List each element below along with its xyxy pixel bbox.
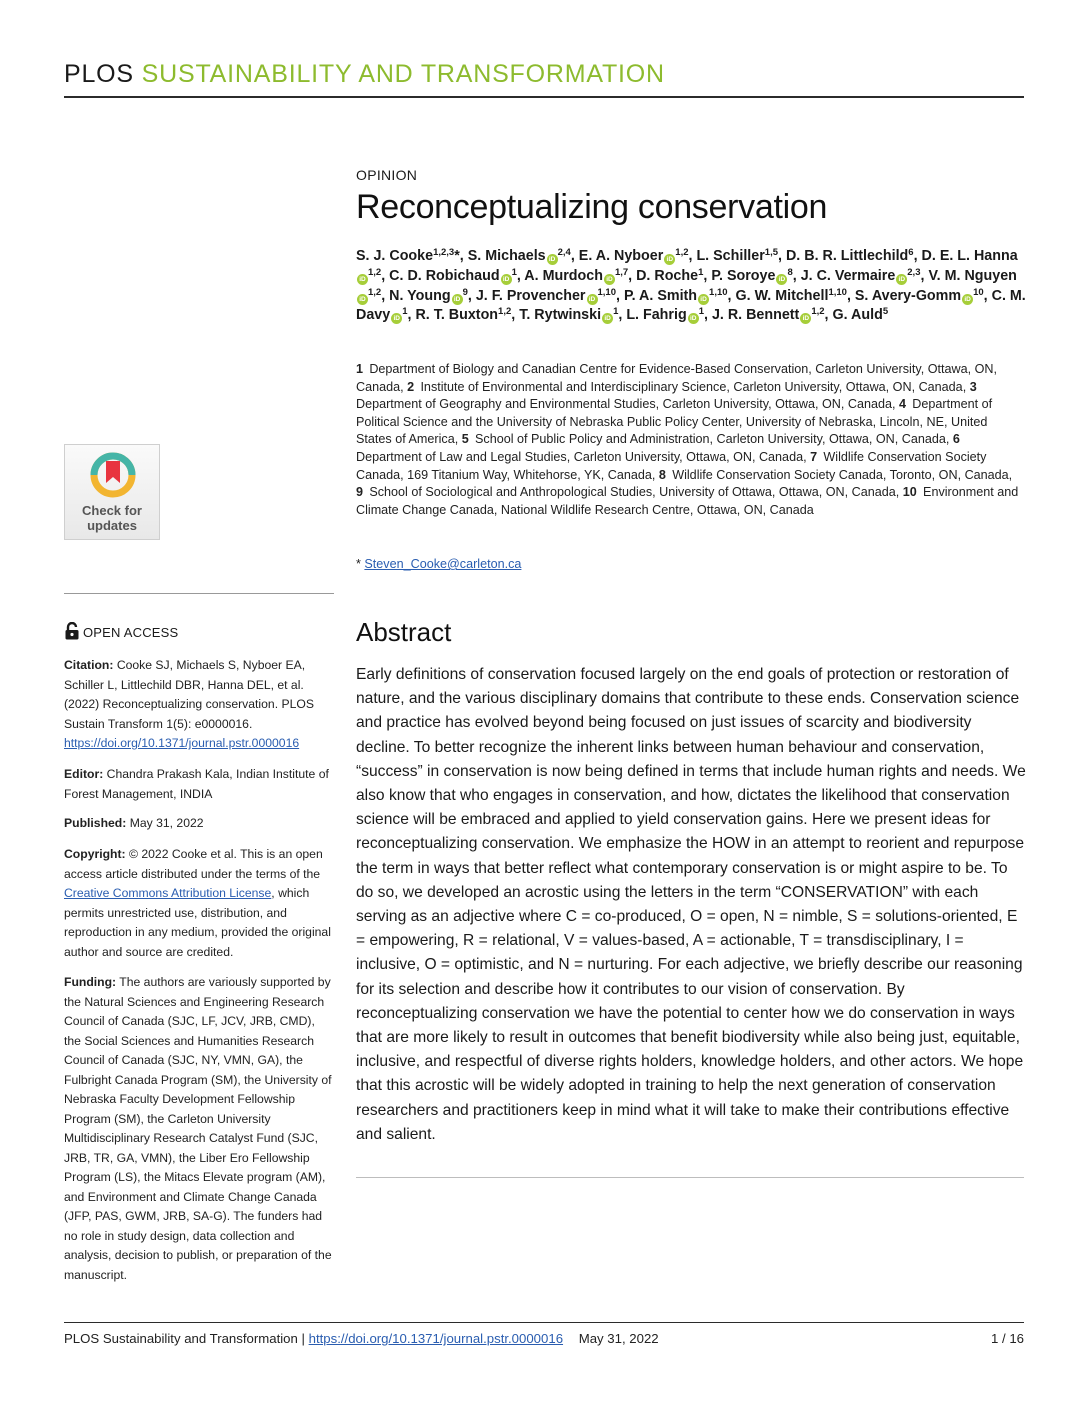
orcid-icon[interactable]: iD (357, 294, 368, 305)
author-affiliation-ref: 2,3 (907, 266, 921, 278)
article-title: Reconceptualizing conservation (356, 188, 828, 226)
journal-name: SUSTAINABILITY AND TRANSFORMATION (141, 60, 665, 88)
orcid-icon[interactable]: iD (604, 274, 615, 285)
affiliation-text: Department of Geography and Environmental Studies, Carleton University, Ottawa, ON, Canada, (356, 379, 983, 412)
orcid-icon[interactable]: iD (698, 294, 709, 305)
funding-block (64, 973, 334, 1285)
editor-text: Chandra Prakash Kala, Indian Institute of Forest Management, INDIA (64, 767, 329, 801)
author (711, 268, 792, 284)
author-name: G. W. Mitchell (735, 287, 829, 304)
author (389, 288, 468, 304)
author-name: C. D. Robichaud (389, 267, 500, 284)
open-lock-icon (64, 622, 80, 640)
citation-block (64, 656, 334, 754)
abstract-text: Early definitions of conservation focused largely on the end goals of protection or restoration of nature, and the various disciplinary domains that contribute to these ends. Conservation science and practice has evolved beyond being focused on just issues of scarcity and biodiversity decline. To better recognize the inherent links between human behaviour and conservation, “success” in conservation is now being defined in terms that include human rights and needs. We also know that who engages in conservation, and how, dictates the likelihood that conservation science will be embraced and applied to yield conservation gains. Here we present ideas for reconceptualizing conservation. We emphasize the HOW in an attempt to reorient and repurpose the term in ways that better reflect what contemporary conservation is or might aspire to be. To do so, we developed an acrostic using the letters in the term “CONSERVATION” with each serving as an adjective where C = co-produced, O = open, N = nimble, S = solutions-oriented, E = empowering, R = relational, V = values-based, A = actionable, T = transdisciplinary, I = inclusive, O = optimistic, and N = nurturing. For each adjective, we briefly describe our reasoning for its selection and describe how it contributes to our vision of conservation. By reconceptualizing conservation we have the potential to center how we do conservation in ways that are more likely to result in outcomes that benefit biodiversity while also being just, equitable, inclusive, and respectful of diverse rights holders, knowledge holders, and other actors. We hope that this acrostic will be widely adopted in training to help the next generation of conservation researchers and practitioners keep in mind what it will take to make their contributions effective and salient. (356, 666, 1026, 1143)
orcid-icon[interactable]: iD (587, 294, 598, 305)
author-affiliation-ref: 1,10 (597, 286, 616, 298)
orcid-icon[interactable]: iD (664, 254, 675, 265)
journal-header (64, 60, 1024, 89)
orcid-icon[interactable]: iD (776, 274, 787, 285)
correspondence-email-link[interactable]: Steven_Cooke@carleton.ca (364, 557, 522, 571)
affiliation-number: 5 (461, 432, 469, 447)
affiliation-number: 1 (356, 362, 364, 376)
author-affiliation-ref: 8 (787, 266, 793, 278)
page-footer (64, 1331, 1024, 1346)
affiliation-number: 9 (356, 485, 364, 500)
published-date: May 31, 2022 (129, 816, 204, 830)
correspondence (356, 557, 521, 571)
author (468, 248, 571, 264)
affiliations (356, 361, 1026, 519)
author-affiliation-ref: 9 (462, 286, 468, 298)
author (712, 307, 825, 323)
author-affiliation-ref: 1,5 (764, 247, 779, 258)
author-name: G. Auld (832, 307, 883, 324)
footer-journal: PLOS Sustainability and Transformation | (64, 1331, 305, 1346)
author-name: J. C. Vermaire (800, 267, 896, 284)
orcid-icon[interactable]: iD (501, 274, 512, 285)
author (801, 268, 921, 284)
author (855, 288, 984, 304)
author-affiliation-ref: 1,2 (811, 306, 825, 318)
author (519, 307, 618, 323)
author-name: P. A. Smith (623, 287, 698, 304)
author (524, 268, 628, 284)
copyright-text: © 2022 Cooke et al. This is an open access article distributed under the terms of the (64, 847, 323, 881)
author-affiliation-ref: 1,10 (828, 286, 847, 298)
editor-label: Editor: (64, 767, 104, 781)
author-name: S. Michaels (467, 248, 546, 264)
author-affiliation-ref: 1,2 (498, 306, 512, 318)
author-affiliation-ref: 1,2 (675, 247, 689, 258)
author-affiliation-ref: 1,2,3 (433, 247, 455, 258)
affiliation-text: Institute of Environmental and Interdisciplinary Science, Carleton University, Ottawa, ON, Canada, (414, 379, 967, 394)
affiliation-text: School of Public Policy and Administration, Carleton University, Ottawa, ON, Canada, (468, 432, 950, 447)
page-number: 1 / 16 (991, 1331, 1024, 1346)
journal-plos: PLOS (64, 60, 134, 88)
abstract-heading: Abstract (356, 617, 452, 647)
author-affiliation-ref: 1 (698, 266, 704, 278)
author-name: A. Murdoch (524, 267, 603, 284)
orcid-icon[interactable]: iD (357, 274, 368, 285)
author-affiliation-ref: 1,7 (614, 266, 629, 278)
correspondence-star: * (356, 557, 361, 571)
author-affiliation-ref: 1 (698, 306, 704, 318)
orcid-icon[interactable]: iD (547, 254, 558, 265)
author-name: S. J. Cooke (356, 248, 434, 264)
author-name: V. M. Nguyen (928, 267, 1017, 284)
author (389, 268, 517, 284)
author (636, 268, 703, 284)
check-for-updates-button[interactable] (64, 444, 160, 540)
author (579, 248, 689, 264)
orcid-icon[interactable]: iD (688, 313, 699, 324)
affiliation-text: Environment and Climate Change Canada, National Wildlife Research Centre, Ottawa, ON, Canada (356, 485, 1019, 517)
author (476, 288, 616, 304)
author-name: R. T. Buxton (415, 307, 499, 324)
affiliation-number: 4 (898, 397, 906, 412)
author-name: P. Soroye (711, 267, 776, 284)
orcid-icon[interactable]: iD (962, 294, 973, 305)
affiliation-text: School of Sociological and Anthropological Studies, University of Ottawa, Ottawa, ON, Canada, (363, 485, 900, 500)
affiliation-item (659, 468, 1012, 482)
affiliation-item (462, 432, 950, 446)
affiliation-number: 7 (810, 449, 818, 464)
orcid-icon[interactable]: iD (602, 313, 613, 324)
license-link[interactable]: Creative Commons Attribution License (64, 886, 272, 900)
author-name: C. M. Davy (356, 287, 1026, 324)
affiliation-number: 2 (407, 379, 415, 394)
funding-text: The authors are variously supported by the Natural Sciences and Engineering Research Council of Canada (SJC, LF, JCV, JRB, CMD), the Social Sciences and Humanities Research Council of Canada (SJC, NY, VMN, GA), the Fulbright Canada Program (SM), the University of Nebraska Faculty Development Fellowship Program (SM), the Carleton University Multidisciplinary Research Catalyst Fund (SJC, JRB, TR, GA, VMN), the Liber Ero Fellowship Program (LS), the Mitacs Elevate program (AM), and Environment and Climate Change Canada (JFP, PAS, GWM, JRB, SA-G). The funders had no role in study design, data collection and analysis, decision to publish, or preparation of the manuscript. (64, 975, 332, 1282)
author-name: N. Young (389, 287, 451, 304)
author-name: S. Avery-Gomm (854, 287, 962, 304)
author-name: D. E. L. Hanna (921, 248, 1018, 264)
author-affiliation-ref: 1,10 (709, 286, 728, 298)
published-block (64, 814, 334, 834)
author-affiliation-ref: 1,2 (368, 266, 382, 278)
citation-label: Citation: (64, 658, 114, 672)
check-for-updates-label (65, 503, 159, 533)
author-name: D. Roche (636, 267, 699, 284)
author (415, 307, 511, 323)
author-affiliation-ref: 6 (908, 247, 914, 258)
orcid-icon[interactable]: iD (391, 313, 402, 324)
header-divider (64, 96, 1024, 98)
affiliation-number: 6 (952, 432, 960, 447)
orcid-icon[interactable]: iD (800, 313, 811, 324)
author-affiliation-ref: 1 (511, 266, 517, 278)
author-affiliation-ref: 5 (882, 306, 889, 318)
corresponding-author-marker: * (454, 248, 460, 264)
copyright-label: Copyright: (64, 847, 126, 861)
author-list: S. J. Cooke$^{1,2,3}$*, S. Michaels iD$^{2,4}$, E. A. Nyboer iD$^{1,2}$, L. Schiller$^{1,5}$, D. B. R. Littlechild$^6$, D. E. L. HannaiD$^{1,2}$, C. D. Robichaud $iD^1$, A. Murdoch iD$^{1,7}$, D. Roche$^1$, P. Soroye $iD^8$, J. C. Vermaire iD$^{2,3}$, V. M. NguyeniD$^{1,2}$, N. Young $iD^9$, J. F. Provencher iD$^{1,10}$, P. A. Smith iD$^{1,10}$, G. W. Mitchell$^{1,10}$, S. Avery-Gomm $iD^{10}$, C. M. Davy $iD^1$, R. T. Buxton$^{1,2}$, T. Rytwinski $iD^1$, L. Fahrig $iD^1$, J. R. Bennett iD$^{1,2}$, G. Auld$^5$ (356, 247, 1026, 324)
affiliation-item (356, 485, 899, 499)
article-type: OPINION (356, 167, 418, 183)
author (626, 307, 704, 323)
author-name: T. Rytwinski (519, 307, 602, 324)
affiliation-text: Department of Law and Legal Studies, Carleton University, Ottawa, ON, Canada, (356, 432, 967, 464)
author (696, 248, 778, 264)
affiliation-number: 10 (902, 485, 917, 500)
author-affiliation-ref: 2,4 (557, 247, 571, 258)
author (736, 288, 847, 304)
copyright-text-after: , which permits unrestricted use, distribution, and reproduction in any medium, provided the original author and source are credited. (64, 886, 331, 959)
affiliation-item (407, 380, 966, 394)
footer-doi-link[interactable]: https://doi.org/10.1371/journal.pstr.0000016 (308, 1331, 564, 1346)
copyright-block (64, 845, 334, 962)
badge-line-1: Check for (82, 503, 142, 518)
author-affiliation-ref: 1,2 (368, 286, 382, 298)
orcid-icon[interactable]: iD (452, 294, 463, 305)
funding-label: Funding: (64, 975, 117, 989)
published-label: Published: (64, 816, 127, 830)
editor-block (64, 765, 334, 804)
orcid-icon[interactable]: iD (896, 274, 907, 285)
author-name: E. A. Nyboer (578, 248, 664, 264)
affiliation-number: 3 (969, 379, 977, 394)
footer-divider (64, 1322, 1024, 1323)
check-for-updates-icon (90, 451, 136, 499)
author (624, 288, 728, 304)
author (786, 248, 914, 264)
abstract-divider (356, 1177, 1024, 1178)
open-access-label (64, 622, 178, 640)
citation-text: Cooke SJ, Michaels S, Nyboer EA, Schiller L, Littlechild DBR, Hanna DEL, et al. (2022) Reconceptualizing conservation. PLOS Sustain Transform 1(5): e0000016. (64, 658, 314, 731)
affiliation-text: Wildlife Conservation Society Canada, 169 Titanium Way, Whitehorse, YK, Canada, (356, 449, 987, 482)
affiliation-text: Department of Biology and Canadian Centre for Evidence-Based Conservation, Carleton University, Ottawa, ON, Canada, (356, 362, 997, 394)
footer-date: May 31, 2022 (578, 1331, 659, 1346)
citation-doi-link[interactable]: https://doi.org/10.1371/journal.pstr.0000016 (64, 736, 300, 750)
author (356, 248, 460, 264)
author-affiliation-ref: 10 (973, 286, 984, 298)
author-affiliation-ref: 1 (613, 306, 619, 318)
author-name: L. Fahrig (626, 307, 687, 324)
affiliation-text: Department of Political Science and the University of Nebraska Public Policy Center, University of Nebraska, Lincoln, NE, United States of America, (356, 397, 993, 447)
badge-line-2: updates (87, 518, 137, 533)
author-affiliation-ref: 1 (402, 306, 408, 318)
author-name: J. R. Bennett (711, 307, 800, 324)
author-name: J. F. Provencher (475, 287, 586, 304)
affiliation-text: Wildlife Conservation Society Canada, Toronto, ON, Canada, (665, 467, 1013, 482)
open-access-text: OPEN ACCESS (83, 625, 179, 640)
author (833, 307, 889, 323)
author-name: L. Schiller (696, 248, 765, 264)
left-column-divider (64, 593, 334, 594)
affiliation-number: 8 (658, 467, 666, 482)
author-name: D. B. R. Littlechild (785, 248, 909, 264)
